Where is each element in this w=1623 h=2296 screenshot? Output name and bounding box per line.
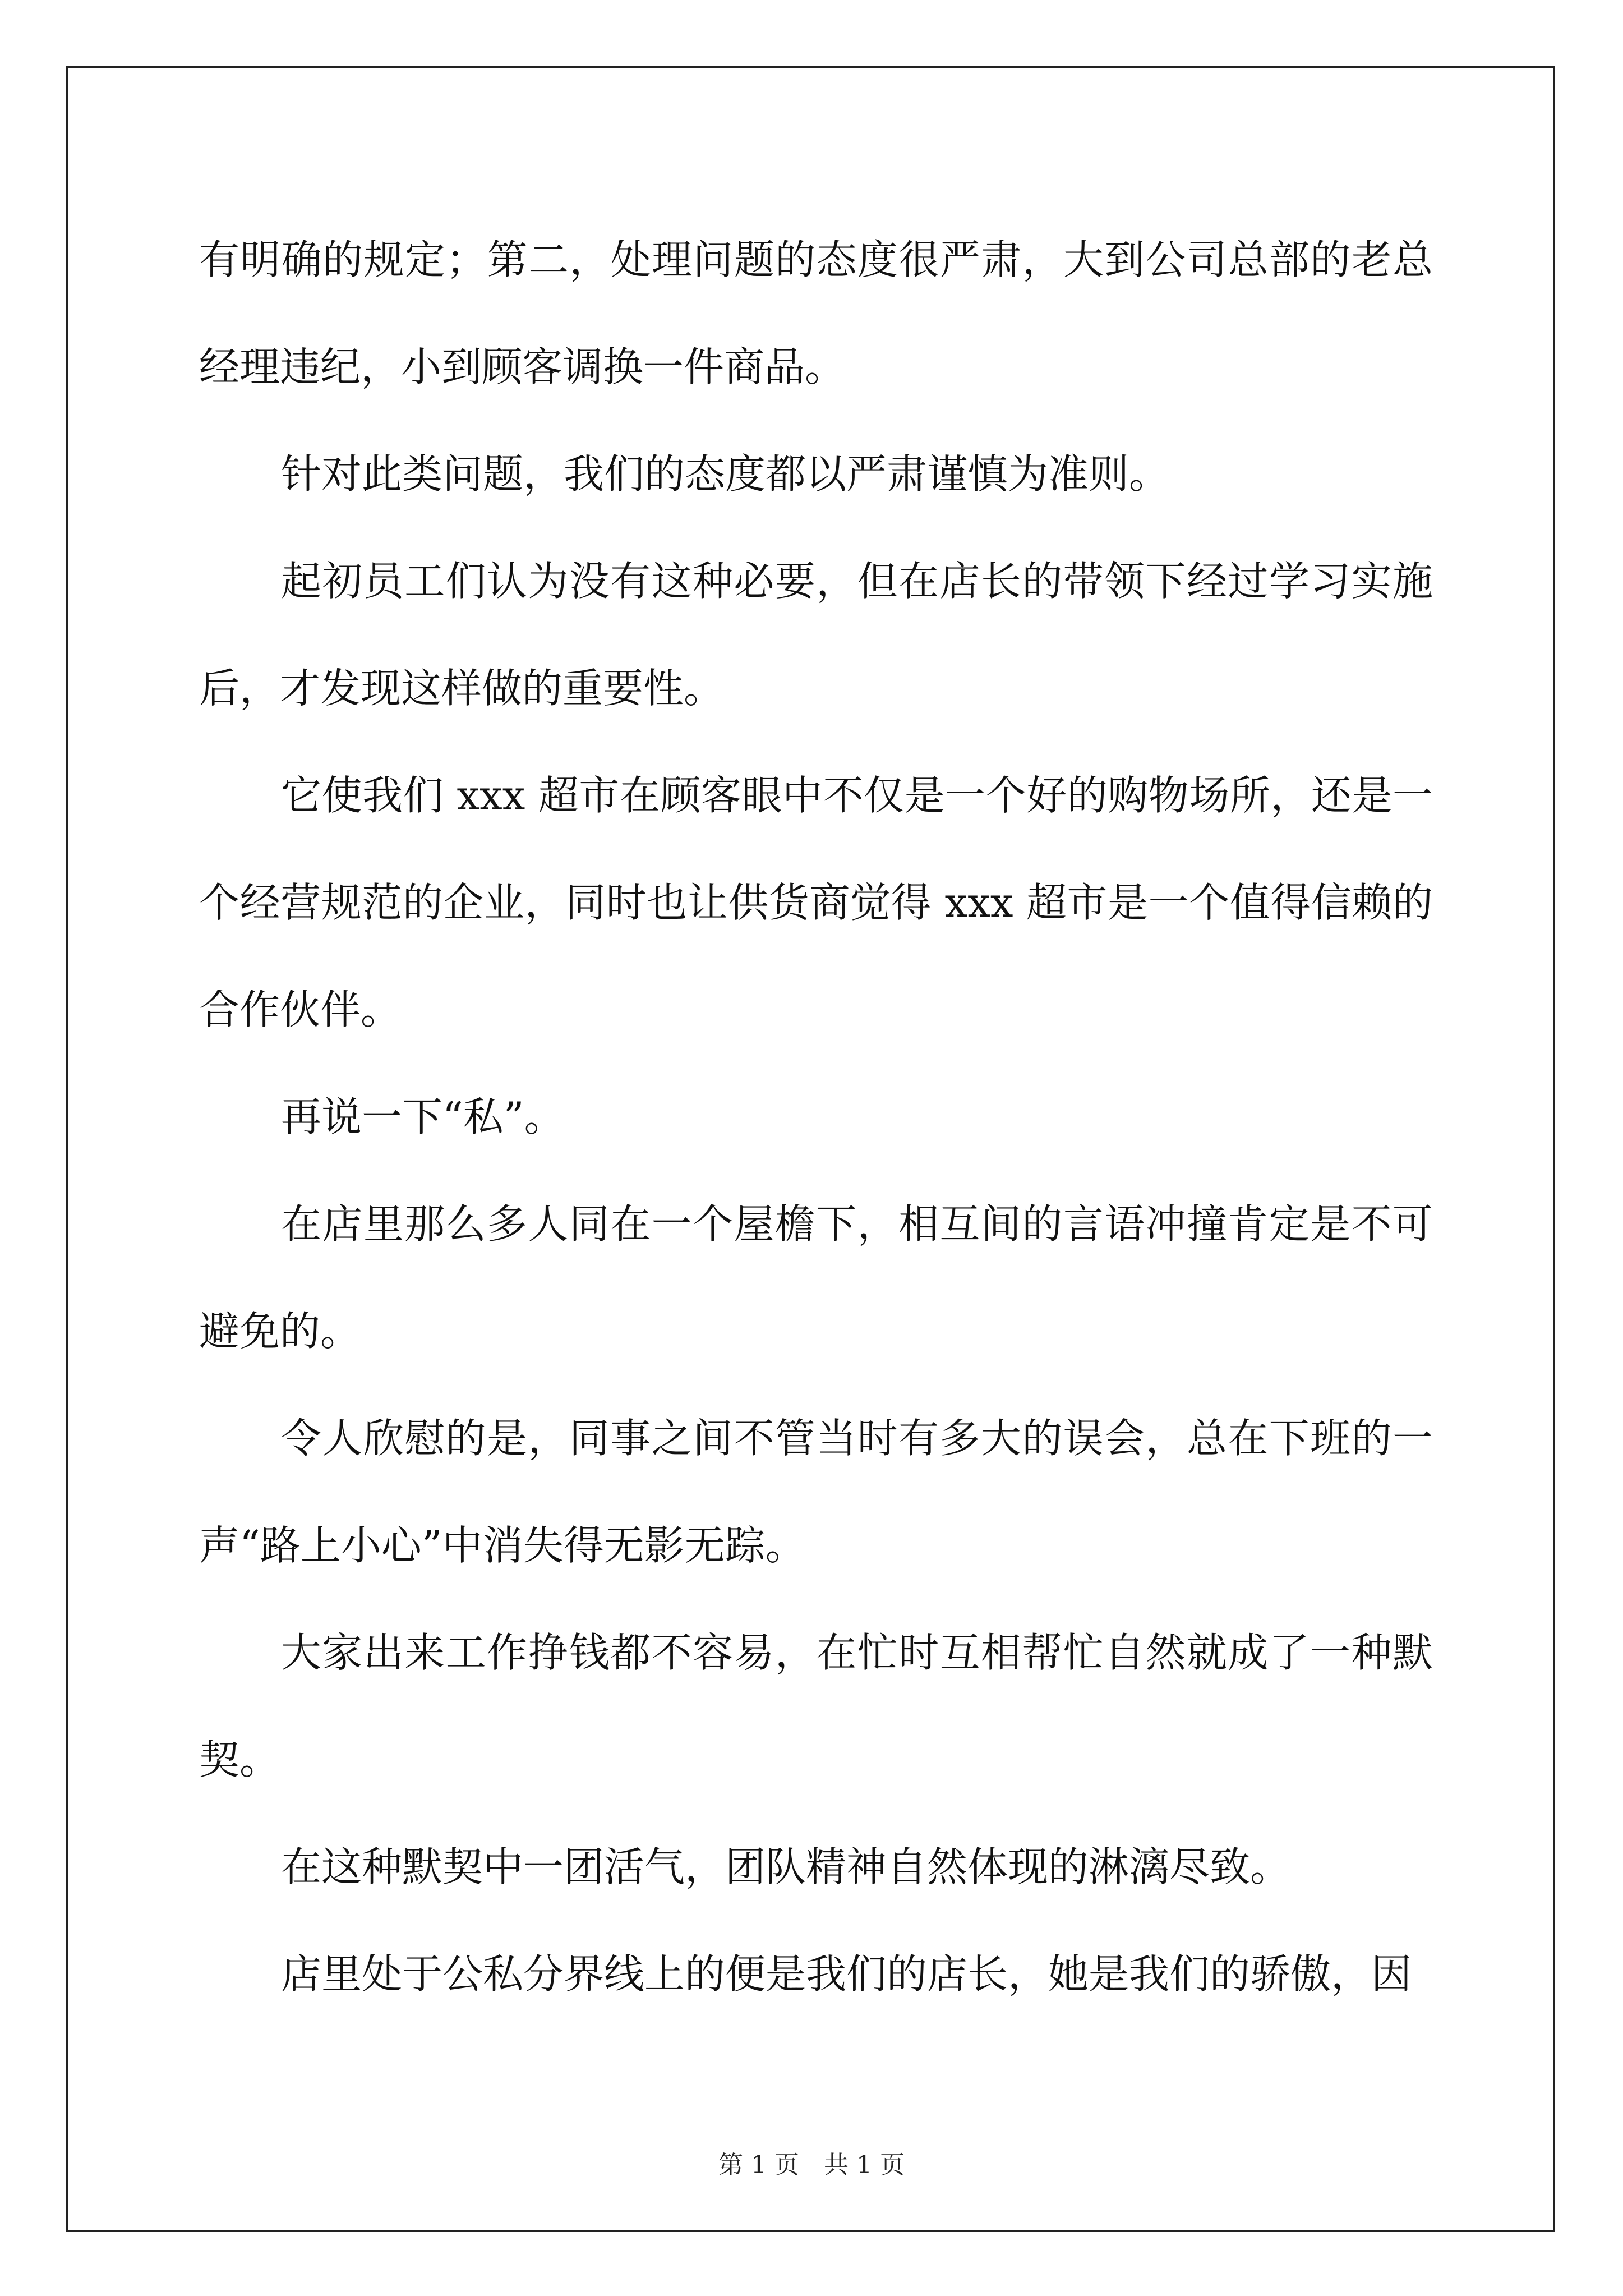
paragraph: 令人欣慰的是，同事之间不管当时有多大的误会，总在下班的一声“路上小心”中消失得无影无踪。 [199,1415,1433,1569]
paragraph-continuation: 有明确的规定；第二，处理问题的态度很严肃，大到公司总部的老总经理违纪，小到顾客调换一件商品。 [199,236,1433,390]
paragraph: 在这种默契中一团活气，团队精神自然体现的淋漓尽致。 [281,1843,1291,1890]
paragraph: 再说一下“私”。 [281,1093,565,1140]
page-number-footer: 第 1 页 共 1 页 [718,2151,905,2179]
document-body [199,206,1433,2028]
paragraph: 店里处于公私分界线上的便是我们的店长，她是我们的骄傲，因 [281,1950,1412,1998]
paragraph: 它使我们 xxx 超市在顾客眼中不仅是一个好的购物场所，还是一个经营规范的企业，同时也让供货商觉得 xxx 超市是一个值得信赖的合作伙伴。 [199,772,1433,1033]
paragraph: 在店里那么多人同在一个屋檐下，相互间的言语冲撞肯定是不可避免的。 [199,1200,1433,1355]
paragraph: 针对此类问题，我们的态度都以严肃谨慎为准则。 [281,450,1170,498]
paragraph: 起初员工们认为没有这种必要，但在店长的带领下经过学习实施后，才发现这样做的重要性。 [199,558,1433,712]
paragraph: 大家出来工作挣钱都不容易，在忙时互相帮忙自然就成了一种默契。 [199,1629,1433,1783]
